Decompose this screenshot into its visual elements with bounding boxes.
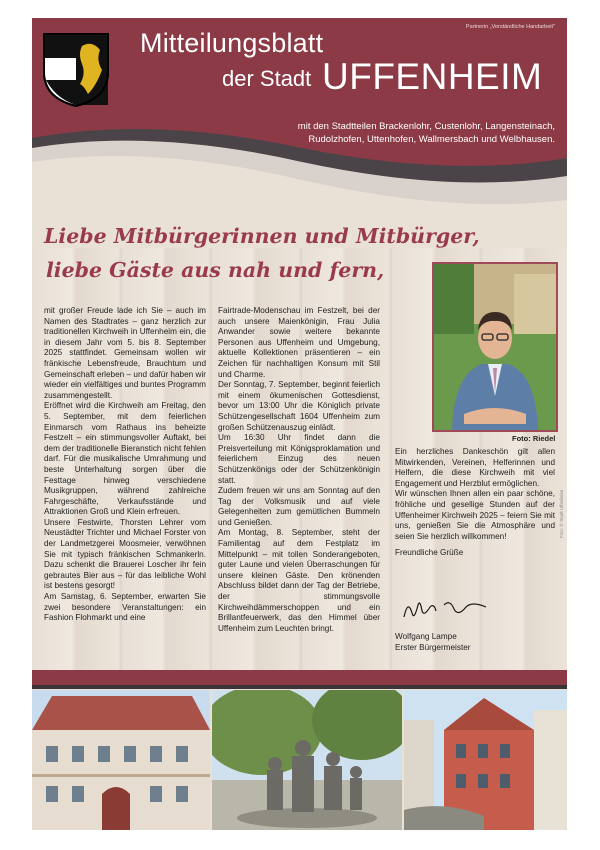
greeting: Freundliche Grüße: [395, 548, 464, 558]
newsletter-page: [32, 18, 567, 830]
paragraph: Am Montag, 8. September, steht der Familientag auf dem Festplatz im Mittelpunkt – mit tollen Sonderangeboten, guter Laune und vielen Überraschungen für unsere kleinen Gäste. Den krönenden Abschluss bildet dann der Tag der Betriebe, der stimmungsvolle Kirchweihdämmerschoppen und ein Brillantfeuerwerk, das den Himmel über Uffenheim zum Leuchten bringt.: [218, 528, 380, 633]
paragraph: Am Samstag, 6. September, erwarten Sie zwei besondere Veranstaltungen: ein Fashion Flohmarkt und eine: [44, 592, 206, 623]
partner-note: Partnerin „Verständliche Handarbeit": [465, 24, 555, 30]
districts-line-1: mit den Stadtteilen Brackenlohr, Custenlohr, Langensteinach,: [297, 121, 555, 132]
paragraph: Ein herzliches Dankeschön gilt allen Mitwirkenden, Vereinen, Helferinnen und Helfern, die diese Kirchweih mit viel Engagement und Herzblut ermöglichen.: [395, 447, 555, 488]
article-column-2: [218, 306, 380, 634]
signature-icon: [400, 595, 490, 623]
article-column-1: [44, 306, 206, 624]
paragraph: Fairtrade-Modenschau im Festzelt, bei der auch unsere Maienkönigin, Frau Julia Anwander sowie weitere bekannte Personen aus Uffenheim und Umgebung, aktuelle Kollektionen präsentieren – ein Zeichen für nachhaltigen Konsum mit Stil und Charme.: [218, 306, 380, 379]
footer-bar-dark: [32, 685, 567, 689]
paragraph: Zudem freuen wir uns am Sonntag auf den Tag der Volksmusik und auf viele Gelegenheiten zum gemütlichen Bummeln und Genießen.: [218, 486, 380, 527]
statue-image: [212, 690, 402, 830]
paragraph: Der Sonntag, 7. September, beginnt feierlich mit einem ökumenischen Gottesdienst, bevor um 13:00 Uhr die Königlich private Schützengesellschaft 1604 Uffenheim zum großen Schützenauszug einlädt.: [218, 380, 380, 432]
paragraph: Unsere Festwirte, Thorsten Lehrer vom Neustädter Trichter und Michael Forster von der Landmetzgerei Moosmeier, verwöhnen Sie mit typisch fränkischen Schmankerln. Dazu schenkt die Brauerei Loscher ihr fein gebrautes Bier aus – für das leibliche Wohl ist bestens gesorgt!: [44, 517, 206, 591]
signature-title: Erster Bürgermeister: [395, 642, 471, 652]
paragraph: mit großer Freude lade ich Sie – auch im Namen des Stadtrates – ganz herzlich zur traditionellen Kirchweih in Uffenheim ein, die in diesem Jahr vom 5. bis 8. September 2025 stattfindet. Gemeinsam wollen wir fränkische Lebensfreude, Brauchtum und Gemeinschaft erleben – und dafür haben wir wieder ein vielfältiges und buntes Programm zusammengestellt.: [44, 306, 206, 400]
town-hall-image: [32, 690, 210, 830]
districts-line-2: Rudolzhofen, Uttenhofen, Wallmersbach und Welbhausen.: [308, 134, 555, 145]
photo-statue: [212, 690, 402, 830]
vertical-credit: Foto: © Stadt Uffenheim: [559, 489, 564, 538]
city-name: UFFENHEIM: [322, 56, 543, 97]
paragraph: Um 16:30 Uhr findet dann die Preisverteilung mit Königsproklamation und feierlichem Einzug des neuen Schützenkönigs oder der Schützenkönigin statt.: [218, 433, 380, 485]
photo-square: [404, 690, 567, 830]
photo-town-hall: [32, 690, 210, 830]
mayor-photo: [432, 262, 558, 432]
photo-caption: Foto: Riedel: [512, 434, 556, 443]
title-line-2: der Stadt: [222, 66, 312, 91]
paragraph: Wir wünschen Ihnen allen ein paar schöne, fröhliche und gesellige Stunden auf der Uffenheimer Kirchweih 2025 – feiern Sie mit uns, genießen Sie die Atmosphäre und seien Sie herzlich willkommen!: [395, 489, 555, 541]
signature-block: [395, 632, 555, 653]
article-column-3: [395, 447, 555, 559]
headline-line-1: Liebe Mitbürgerinnen und Mitbürger,: [44, 224, 480, 248]
mayor-portrait-image: [434, 264, 556, 430]
signature-name: Wolfgang Lampe: [395, 632, 457, 641]
city-crest-icon: [42, 32, 110, 108]
title-line-1: Mitteilungsblatt: [140, 28, 324, 58]
paragraph: Eröffnet wird die Kirchweih am Freitag, den 5. September, mit dem feierlichen Einmarsch vom Rathaus ins beheizte Festzelt – ein stimmungsvoller Auftakt, bei dem der traditionelle Bieranstich nicht fehlen darf. Für die musikalische Umrahmung und beste Unterhaltung sorgen über die Festtage hinweg verschiedene Musikgruppen, während zahlreiche Fahrgeschäfte, Verkaufsstände und Attraktionen Groß und Klein erfreuen.: [44, 401, 206, 517]
headline-line-2: liebe Gäste aus nah und fern,: [46, 258, 385, 282]
town-square-image: [404, 690, 567, 830]
